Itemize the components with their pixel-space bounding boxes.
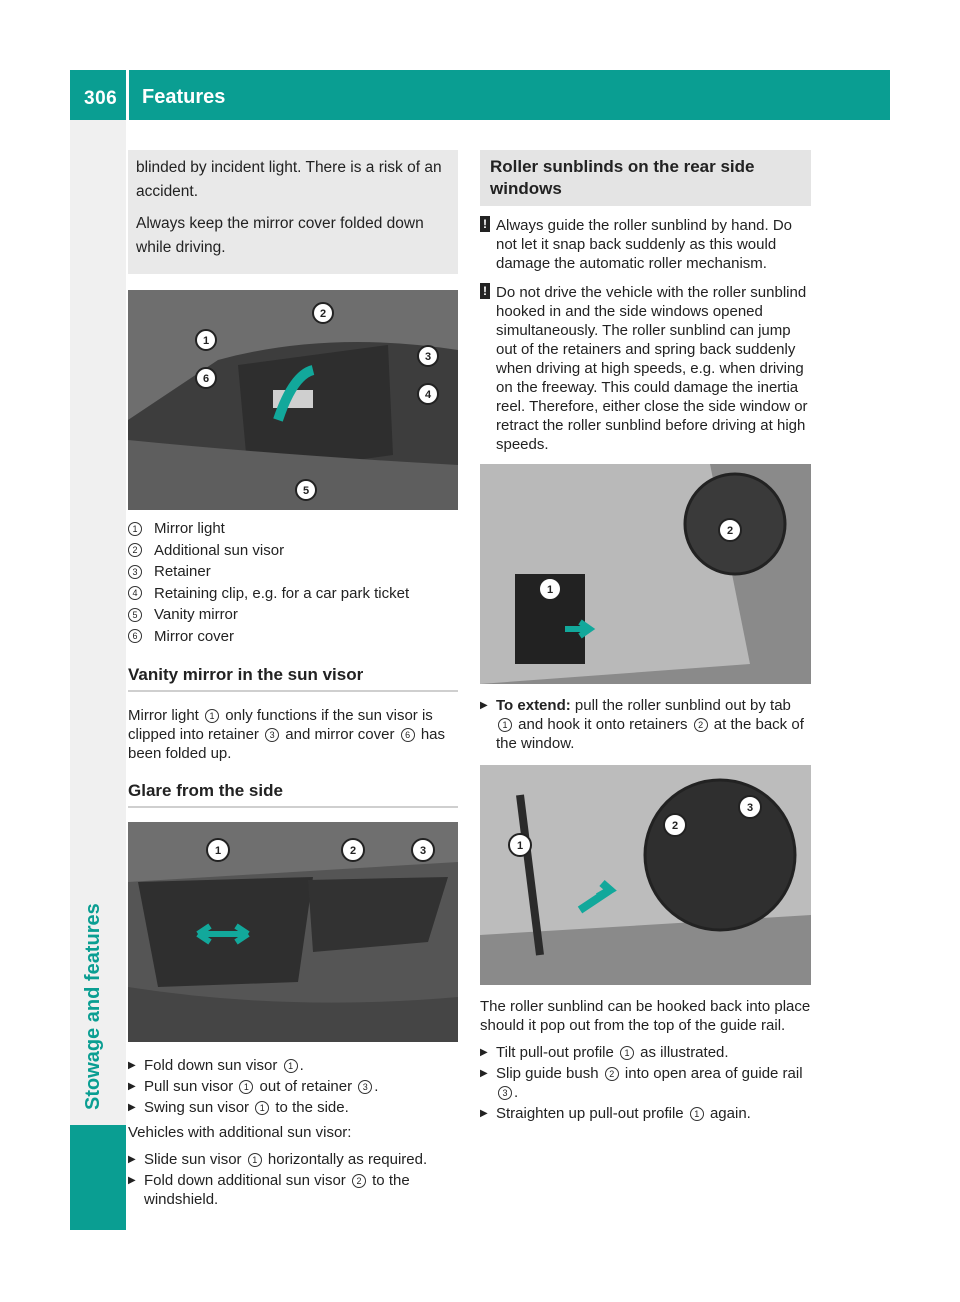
legend-item: 3 Retainer — [128, 561, 458, 583]
legend-item: 1 Mirror light — [128, 518, 458, 540]
additional-visor-steps — [128, 1150, 458, 1209]
chapter-label: Stowage and features — [82, 903, 104, 1110]
svg-text:3: 3 — [746, 802, 754, 814]
svg-text:6: 6 — [202, 373, 210, 385]
list-item: ▶ Straighten up pull-out profile 1 again. — [480, 1104, 811, 1123]
section-heading-vanity-mirror: Vanity mirror in the sun visor — [128, 665, 458, 692]
roller-sunblind-figure — [480, 464, 811, 684]
exclamation-icon: ! — [480, 216, 490, 232]
exclamation-icon: ! — [480, 283, 490, 299]
list-item: ▶ Slide sun visor 1 horizontally as required. — [128, 1150, 458, 1169]
warning-box — [128, 150, 458, 274]
svg-text:1: 1 — [546, 584, 554, 596]
svg-text:2: 2 — [726, 525, 734, 537]
page-number: 306 — [84, 88, 118, 109]
page-title: Features — [142, 86, 226, 108]
right-column — [480, 150, 811, 1125]
header-divider — [126, 70, 129, 120]
vehicles-with-visor-text: Vehicles with additional sun visor: — [128, 1124, 352, 1141]
list-item: ▶ Tilt pull-out profile 1 as illustrated. — [480, 1043, 811, 1062]
notice-1: ! Always guide the roller sunblind by hand. Do not let it snap back suddenly as this would damage the automatic roller mechanism. — [480, 216, 811, 273]
list-item: ▶ Pull sun visor 1 out of retainer 3 . — [128, 1077, 458, 1096]
svg-text:4: 4 — [424, 389, 432, 401]
svg-text:5: 5 — [302, 485, 310, 497]
list-item: ▶ Fold down additional sun visor 2 to the windshield. — [128, 1171, 458, 1209]
svg-text:3: 3 — [424, 351, 432, 363]
legend-item: 2 Additional sun visor — [128, 540, 458, 562]
glare-figure — [128, 822, 458, 1042]
extend-steps — [480, 696, 811, 753]
guide-rail-steps — [480, 1043, 811, 1123]
list-item: ▶ Swing sun visor 1 to the side. — [128, 1098, 458, 1117]
warning-text: blinded by incident light. There is a risk of an accident. — [136, 159, 442, 200]
svg-text:1: 1 — [202, 335, 210, 347]
page-header — [70, 70, 890, 120]
section-heading-glare: Glare from the side — [128, 781, 458, 808]
list-item: ▶ Fold down sun visor 1 . — [128, 1056, 458, 1075]
list-item: ▶ Slip guide bush 2 into open area of guide rail 3 . — [480, 1064, 811, 1102]
vanity-mirror-text: Mirror light 1 only functions if the sun visor is clipped into retainer 3 and mirror cover 6 has been folded up. — [128, 707, 445, 762]
left-column — [128, 150, 458, 1211]
hooked-back-text: The roller sunblind can be hooked back into place should it pop out from the top of the guide rail. — [480, 998, 811, 1034]
figure-legend — [128, 518, 458, 647]
list-item: ▶ To extend: pull the roller sunblind out by tab 1 and hook it onto retainers 2 at the back of the window. — [480, 696, 811, 753]
svg-text:2: 2 — [349, 845, 357, 857]
glare-steps — [128, 1056, 458, 1117]
svg-text:2: 2 — [671, 820, 679, 832]
svg-text:2: 2 — [319, 308, 327, 320]
legend-item: 4 Retaining clip, e.g. for a car park ticket — [128, 583, 458, 605]
svg-text:3: 3 — [419, 845, 427, 857]
sun-visor-figure — [128, 290, 458, 510]
notice-2: ! Do not drive the vehicle with the roller sunblind hooked in and the side windows opened simultaneously. The roller sunblind can jump out of the retainers and spring back suddenly when driving at high speeds, e.g. when driving on the freeway. This could damage the inertia reel. Therefore, either close the side window or retract the roller sunblind before driving at high speeds. — [480, 283, 811, 454]
section-heading-roller-sunblinds: Roller sunblinds on the rear side windows — [480, 150, 811, 206]
legend-item: 6 Mirror cover — [128, 626, 458, 648]
svg-text:1: 1 — [516, 840, 524, 852]
svg-text:1: 1 — [214, 845, 222, 857]
legend-item: 5 Vanity mirror — [128, 604, 458, 626]
guide-rail-figure — [480, 765, 811, 985]
warning-instruction: Always keep the mirror cover folded down while driving. — [136, 215, 424, 256]
side-tab-block — [70, 1125, 126, 1230]
